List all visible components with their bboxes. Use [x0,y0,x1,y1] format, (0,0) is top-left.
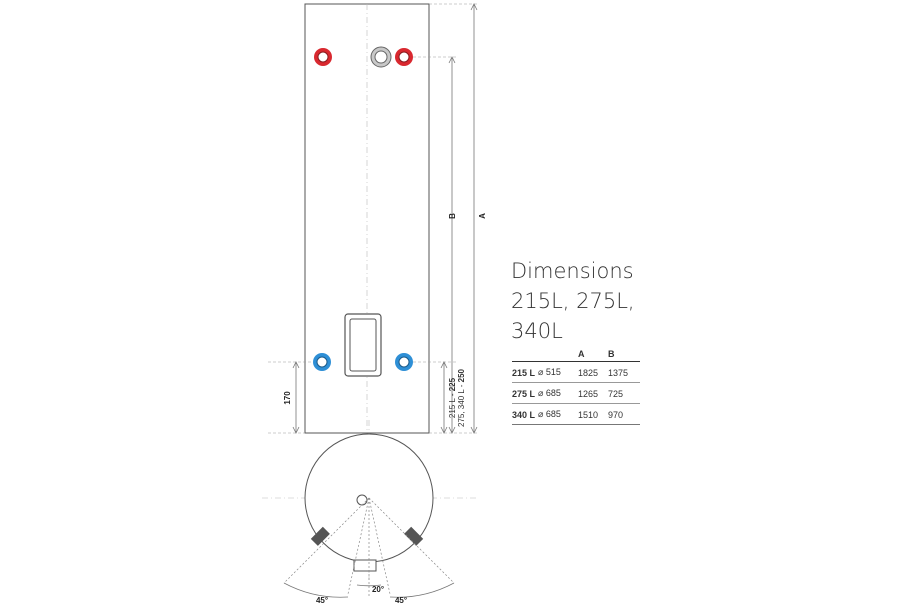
dimension-a-line [471,4,477,433]
row-diameter: ⌀ 685 [538,383,578,404]
row-diameter: ⌀ 515 [538,362,578,383]
plan-center-connection [357,495,367,505]
side-height-line [293,362,299,433]
dimension-a-label: A [478,213,487,219]
row-model: 215 L [512,362,538,383]
row-b: 725 [608,383,640,404]
table-row [512,383,640,404]
top-center-connection [371,47,391,67]
dimensions-title [511,256,671,346]
row-b: 1375 [608,362,640,383]
table-row [512,404,640,425]
header-b: B [608,349,640,362]
top-right-hot-connection [395,48,413,66]
row-diameter: ⌀ 685 [538,404,578,425]
table-row [512,362,640,383]
bottom-left-cold-connection [313,353,331,371]
dimension-b-label: B [448,213,457,219]
row-b: 970 [608,404,640,425]
row-a: 1265 [578,383,608,404]
side-height-label: 170 [283,391,292,405]
dimension-b-line [449,57,455,433]
title-line-1: Dimensions [511,259,634,283]
row-model: 340 L [512,404,538,425]
connection-height-215-label: 215 L - 225 [448,377,457,419]
title-line-2: 215L, 275L, [511,289,635,313]
bottom-right-cold-connection [395,353,413,371]
access-panel [345,314,381,376]
table-header-row [512,349,640,362]
row-model: 275 L [512,383,538,404]
angle-left-label: 45° [315,596,329,605]
header-model [512,349,538,362]
connection-height-line [441,362,447,433]
row-a: 1825 [578,362,608,383]
header-a: A [578,349,608,362]
title-line-3: 340L [511,319,563,343]
header-diameter [538,349,578,362]
top-left-hot-connection [314,48,332,66]
row-a: 1510 [578,404,608,425]
connection-height-other-label: 275, 340 L - 250 [457,369,466,427]
angle-center-label: 20° [371,585,385,594]
dimensions-table [512,349,640,425]
angle-right-label: 45° [394,596,408,605]
plan-bottom-stub [354,560,376,571]
